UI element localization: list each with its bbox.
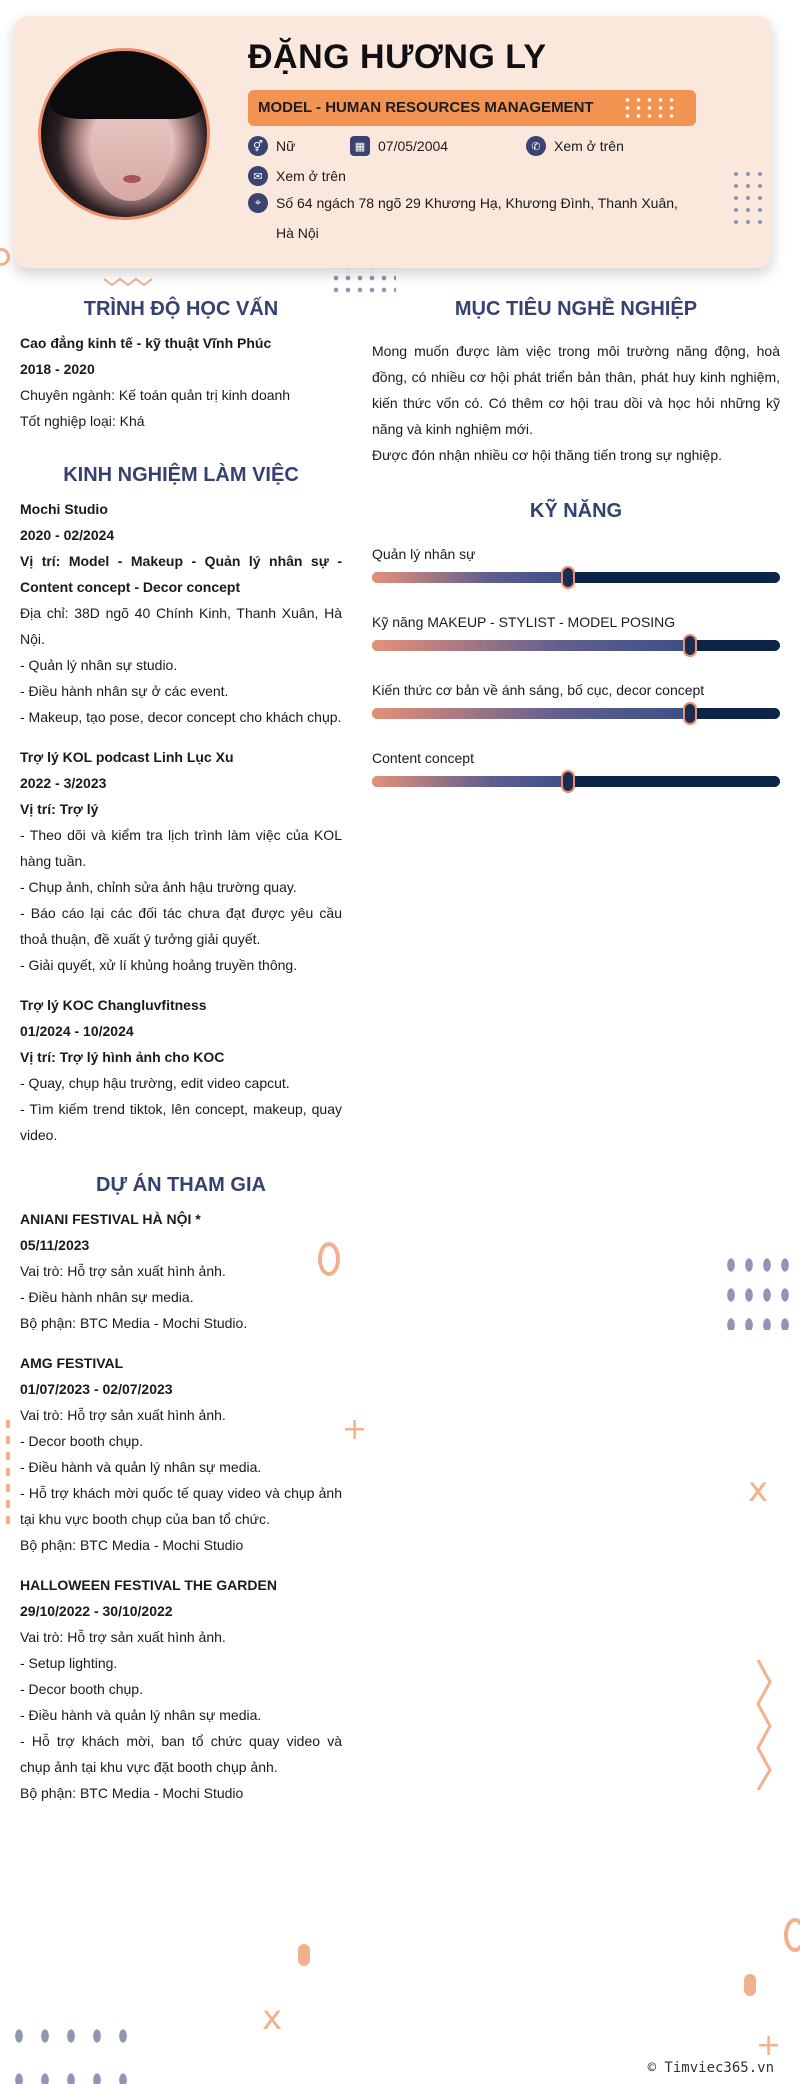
company-name: Mochi Studio: [20, 501, 108, 517]
skill-fill: [372, 572, 568, 583]
calendar-icon: ▦: [350, 136, 370, 156]
decor-pill-bottom: [298, 1944, 310, 1966]
objective-heading: MỤC TIÊU NGHỀ NGHIỆP: [454, 298, 698, 320]
project-entry: [20, 1350, 342, 1558]
experience-section: [20, 496, 342, 1162]
project-line: Vai trò: Hỗ trợ sản xuất hình ảnh.: [20, 1629, 226, 1645]
project-line: - Setup lighting.: [20, 1655, 118, 1671]
skill-bar: [372, 776, 780, 787]
header-dot-grid: [730, 168, 764, 226]
skill-knob: [683, 702, 697, 725]
project-period: 01/07/2023 - 02/07/2023: [20, 1381, 173, 1397]
gender-value: Nữ: [276, 138, 296, 154]
job-line: - Báo cáo lại các đối tác chưa đạt được yêu cầu thoả thuận, đề xuất ý tưởng giải quyết.: [20, 905, 342, 947]
job-line: - Quay, chụp hậu trường, edit video capcut.: [20, 1075, 290, 1091]
job-role: Vị trí: Model - Makeup - Quản lý nhân sự - Content concept - Decor concept: [20, 553, 342, 595]
project-name: AMG FESTIVAL: [20, 1355, 124, 1371]
project-period: 29/10/2022 - 30/10/2022: [20, 1603, 173, 1619]
header-card: [14, 16, 772, 268]
job-line: - Makeup, tạo pose, decor concept cho khách chụp.: [20, 709, 342, 725]
skill-item: [372, 614, 780, 651]
skill-fill: [372, 708, 690, 719]
projects-section: [20, 1206, 342, 1820]
job-title-banner: [248, 90, 696, 126]
skill-knob: [561, 770, 575, 793]
skill-label: Content concept: [372, 750, 474, 766]
project-line: - Điều hành và quản lý nhân sự media.: [20, 1707, 262, 1723]
mail-icon: ✉: [248, 166, 268, 186]
decor-oval-grid-right: [722, 1250, 792, 1330]
experience-entry: [20, 744, 342, 978]
phone-row: [526, 136, 624, 156]
candidate-name: ĐẶNG HƯƠNG LY: [248, 38, 547, 76]
projects-heading: DỰ ÁN THAM GIA: [96, 1174, 266, 1196]
skill-item: [372, 750, 780, 787]
experience-entry: [20, 992, 342, 1148]
decor-x-right: x: [748, 1470, 769, 1510]
project-name: ANIANI FESTIVAL HÀ NỘI *: [20, 1211, 201, 1227]
project-line: Bộ phận: BTC Media - Mochi Studio: [20, 1785, 244, 1801]
skill-knob: [561, 566, 575, 589]
decor-ring-bottom-right: [784, 1918, 800, 1952]
skill-label: Kỹ năng MAKEUP - STYLIST - MODEL POSING: [372, 614, 676, 630]
job-role: Vị trí: Trợ lý: [20, 801, 99, 817]
job-period: 2022 - 3/2023: [20, 775, 107, 791]
project-entry: [20, 1206, 342, 1336]
decor-oval-grid-bottom: [6, 2014, 134, 2084]
address-value: Số 64 ngách 78 ngõ 29 Khương Hạ, Khương Đình, Thanh Xuân, Hà Nội: [276, 195, 678, 241]
objective-text: Mong muốn được làm việc trong môi trường năng động, hoà đồng, có nhiều cơ hội phát triển bản thân, phát huy kinh nghiệm, kiến thức vốn có. Có thêm cơ hội trau dồi và học hỏi những kỹ năng và kinh nghiệm mới.: [372, 343, 780, 437]
location-icon: ⌖: [248, 193, 268, 213]
project-line: - Decor booth chụp.: [20, 1681, 143, 1697]
job-period: 01/2024 - 10/2024: [20, 1023, 134, 1039]
decor-zigzag: [104, 274, 152, 284]
project-line: - Điều hành nhân sự media.: [20, 1289, 194, 1305]
skill-item: [372, 546, 780, 583]
experience-heading: KINH NGHIỆM LÀM VIỆC: [63, 464, 299, 486]
birthday-value: 07/05/2004: [378, 138, 449, 154]
skill-knob: [683, 634, 697, 657]
decor-plus-bottom: +: [756, 2028, 782, 2063]
decor-circle-left: [0, 248, 10, 266]
job-period: 2020 - 02/2024: [20, 527, 115, 543]
company-name: Trợ lý KOC Changluvfitness: [20, 997, 207, 1013]
project-line: Vai trò: Hỗ trợ sản xuất hình ảnh.: [20, 1407, 226, 1423]
education-period: 2018 - 2020: [20, 361, 95, 377]
education-section: [20, 330, 342, 434]
job-title: MODEL - HUMAN RESOURCES MANAGEMENT: [258, 99, 594, 116]
project-line: Bộ phận: BTC Media - Mochi Studio.: [20, 1315, 248, 1331]
job-line: - Giải quyết, xử lí khủng hoảng truyền thông.: [20, 957, 298, 973]
education-heading: TRÌNH ĐỘ HỌC VẤN: [83, 298, 279, 320]
project-name: HALLOWEEN FESTIVAL THE GARDEN: [20, 1577, 277, 1593]
avatar: [38, 48, 210, 220]
job-line: - Theo dõi và kiểm tra lịch trình làm việc của KOL hàng tuần.: [20, 827, 342, 869]
decor-plus-mid: +: [342, 1412, 368, 1447]
skill-label: Quản lý nhân sự: [372, 546, 476, 562]
project-period: 05/11/2023: [20, 1237, 90, 1253]
project-entry: [20, 1572, 342, 1806]
skill-item: [372, 682, 780, 719]
company-name: Trợ lý KOL podcast Linh Lục Xu: [20, 749, 234, 765]
decor-x-bottom: x: [262, 1998, 283, 2038]
job-role: Vị trí: Trợ lý hình ảnh cho KOC: [20, 1049, 225, 1065]
phone-value: Xem ở trên: [554, 138, 624, 154]
decor-dash-left: [6, 1420, 10, 1530]
skill-fill: [372, 776, 568, 787]
job-line: Địa chỉ: 38D ngõ 40 Chính Kinh, Thanh Xuân, Hà Nội.: [20, 605, 342, 647]
experience-entry: [20, 496, 342, 730]
banner-dots: [622, 96, 678, 120]
job-line: - Quản lý nhân sự studio.: [20, 657, 178, 673]
skill-bar: [372, 640, 780, 651]
footer-watermark: © Timviec365.vn: [647, 2060, 774, 2076]
skill-fill: [372, 640, 690, 651]
project-line: - Hỗ trợ khách mời, ban tổ chức quay video và chụp ảnh tại khu vực đặt booth chụp ảnh.: [20, 1733, 342, 1775]
skill-bar: [372, 572, 780, 583]
project-line: Vai trò: Hỗ trợ sản xuất hình ảnh.: [20, 1263, 226, 1279]
job-line: - Tìm kiếm trend tiktok, lên concept, makeup, quay video.: [20, 1101, 342, 1143]
birthday-row: [350, 136, 448, 156]
job-line: - Điều hành nhân sự ở các event.: [20, 683, 229, 699]
education-major: Chuyên ngành: Kế toán quản trị kinh doanh: [20, 387, 291, 403]
skill-bar: [372, 708, 780, 719]
education-grade: Tốt nghiệp loại: Khá: [20, 413, 145, 429]
objective-text-2: Được đón nhận nhiều cơ hội thăng tiến trong sự nghiệp.: [372, 447, 722, 463]
email-row: [248, 166, 346, 186]
decor-pill-bottom-right: [744, 1974, 756, 1996]
gender-icon: ⚥: [248, 136, 268, 156]
decor-wave-right: [754, 1660, 774, 1793]
email-value: Xem ở trên: [276, 168, 346, 184]
project-line: - Decor booth chụp.: [20, 1433, 143, 1449]
skills-heading: KỸ NĂNG: [529, 500, 623, 522]
job-line: - Chụp ảnh, chỉnh sửa ảnh hậu trường quay.: [20, 879, 297, 895]
gender-row: [248, 136, 295, 156]
phone-icon: ✆: [526, 136, 546, 156]
objective-section: [372, 338, 780, 468]
address-row: [248, 188, 696, 248]
project-line: - Hỗ trợ khách mời quốc tế quay video và chụp ảnh tại khu vực booth chụp của ban tổ chức.: [20, 1485, 342, 1527]
school-name: Cao đẳng kinh tế - kỹ thuật Vĩnh Phúc: [20, 335, 272, 351]
project-line: - Điều hành và quản lý nhân sự media.: [20, 1459, 262, 1475]
skill-label: Kiến thức cơ bản về ánh sáng, bố cục, decor concept: [372, 682, 705, 698]
project-line: Bộ phận: BTC Media - Mochi Studio: [20, 1537, 244, 1553]
